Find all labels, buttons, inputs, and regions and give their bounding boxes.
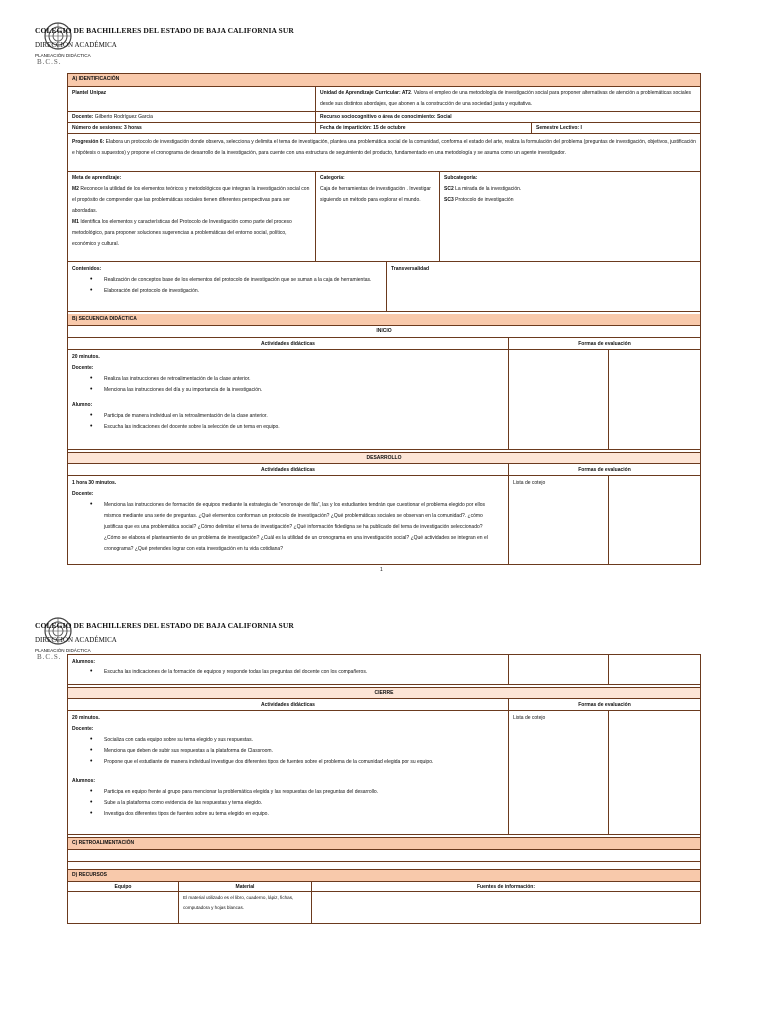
sesiones-cell: Número de sesiones: 3 horas <box>72 125 142 131</box>
categoria-cell <box>315 172 439 261</box>
desarrollo-alumnos-row <box>68 655 700 685</box>
list-item: • Escucha las indicaciones de la formación de equipos y responde todas las preguntas del docente con los compañeros. <box>90 668 368 675</box>
list-item: • Investiga dos diferentes tipos de fuentes sobre su tema elegido en equipo. <box>90 810 269 817</box>
desarrollo-time: 1 hora 30 minutos. <box>72 480 117 486</box>
meta-label: Meta de aprendizaje: <box>72 175 122 181</box>
unidad-label: Unidad de Aprendizaje Curricular: AT2 <box>320 90 411 96</box>
subcategoria-cell <box>439 172 700 261</box>
inicio-eval-1 <box>508 350 608 449</box>
cierre-docente-label: Docente: <box>72 726 94 732</box>
categoria-label: Categoría: <box>320 175 345 181</box>
section-recursos: D) RECURSOS <box>68 870 700 882</box>
formas-header: Formas de evaluación <box>508 464 700 475</box>
contenidos-cell <box>68 262 386 311</box>
college-name: COLEGIO DE BACHILLERES DEL ESTADO DE BAJA CALIFORNIA SUR <box>35 26 294 35</box>
row-docente <box>68 112 700 123</box>
subcategoria-label: Subcategoría: <box>444 175 478 181</box>
section-secuencia: B) SECUENCIA DIDÁCTICA <box>68 314 700 326</box>
formas-header: Formas de evaluación <box>508 338 700 349</box>
contenidos-label: Contenidos: <box>72 266 102 272</box>
actividades-header: Actividades didácticas <box>261 341 315 347</box>
inicio-alumno-label: Alumno: <box>72 402 93 408</box>
cierre-time: 20 minutos. <box>72 715 100 721</box>
recursos-body <box>68 892 700 923</box>
cierre-columns <box>68 699 700 711</box>
inicio-columns <box>68 338 700 350</box>
m2-label: M2 <box>72 186 79 192</box>
actividades-header: Actividades didácticas <box>261 702 315 708</box>
cierre-alumnos-label: Alumnos: <box>72 778 96 784</box>
m1-label: M1 <box>72 219 79 225</box>
sc3 <box>444 195 696 206</box>
list-item: • Propone que el estudiante de manera individual investigue dos diferentes tipos de fuentes sobre el problema de la comunidad elegida por su equipo. <box>90 758 434 765</box>
plantel-name: Plantel Unipaz <box>72 90 107 96</box>
cierre-eval-1 <box>508 711 608 834</box>
list-item: • Socializa con cada equipo sobre su tema elegido y sus respuestas. <box>90 736 253 743</box>
desarrollo-heading: DESARROLLO <box>68 452 700 464</box>
progresion-label: Progresión 6: <box>72 139 105 145</box>
recurso-cell: Recurso sociocognitivo o área de conocimiento: Social <box>315 112 700 122</box>
direction-name: DIRECCIÓN ACADÉMICA <box>35 636 117 644</box>
planning-label: PLANEACIÓN DIDÁCTICA <box>35 648 91 653</box>
seal-text: B.C.S. <box>37 58 62 66</box>
list-item: • Menciona que deben de subir sus respuestas a la plataforma de Classroom. <box>90 747 273 754</box>
fuentes-header: Fuentes de información: <box>311 882 700 891</box>
meta-m1 <box>72 217 311 250</box>
meta-m2 <box>72 184 311 217</box>
list-item: • Menciona las instrucciones de formación de equipos mediante la estrategia de “enoronaje de fila”, las y los estudiantes tendrán que cuestionar el problema elegido por ellos mismos mediante una serie de preguntas. ¿Qué elementos conforman un protocolo de investigación? ¿Qué problemáticas sociales se observan en la comunidad?. ¿cómo justificas que es una problemática social? ¿Cómo delimitar el tema de investigación? ¿Qué información fidedigna se ha publicado del tema de investigación seleccionado? ¿Cómo se elabora el planteamiento de un problema de investigación? ¿Cuál es la utilidad de un cronograma en una investigación social? ¿Qué actividades se integran en el cronograma? ¿Qué pretendes lograr con esta investigación en tu vida cotidiana? <box>90 501 488 552</box>
material-cell <box>178 892 311 923</box>
list-item: • Sube a la plataforma como evidencia de las respuestas y tema elegido. <box>90 799 263 806</box>
equipo-cell <box>68 892 178 923</box>
desarrollo-docente-label: Docente: <box>72 491 94 497</box>
material-header: Material <box>178 882 311 891</box>
unidad-text: . Valora el empleo de una metodología de investigación social para proponer alternativas de atención a problemáticas sociales desde sus distintos abordajes, que abonen a la construcción de una sociedad justa y equitativa. <box>320 90 692 107</box>
direction-name: DIRECCIÓN ACADÉMICA <box>35 41 117 49</box>
equipo-header: Equipo <box>114 884 132 890</box>
meta-cell <box>68 172 315 261</box>
row-sesiones <box>68 123 700 134</box>
material-text: El material utilizado es el libro, cuaderno, lápiz, fichas, computadora y hojas blancas. <box>183 895 294 910</box>
sequence-table-continued <box>67 654 701 924</box>
desarrollo-eval-2 <box>608 655 700 684</box>
seal-text: B.C.S. <box>37 653 62 661</box>
desarrollo-activities <box>68 476 508 564</box>
sc3-text: Protocolo de investigación <box>453 197 514 203</box>
sc3-label: SC3 <box>444 197 454 203</box>
fuentes-cell <box>311 892 700 923</box>
list-item: • Realiza las instrucciones de retroalimentación de la clase anterior. <box>90 375 251 382</box>
desarrollo-eval-1 <box>508 476 608 564</box>
page-number: 1 <box>380 567 383 573</box>
inicio-docente-label: Docente: <box>72 365 94 371</box>
contenido-item: • Realización de conceptos base de los elementos del protocolo de investigación que se suman a la caja de herramientas. <box>90 276 372 283</box>
unidad-aprendizaje <box>315 87 700 111</box>
list-item: • Participa en equipo frente al grupo para mencionar la problemática elegida y las respuestas de las preguntas del desarrollo. <box>90 788 379 795</box>
transversalidad-cell: Transversalidad <box>386 262 700 311</box>
sc2-text: La mirada de la investigación. <box>453 186 522 192</box>
college-name: COLEGIO DE BACHILLERES DEL ESTADO DE BAJA CALIFORNIA SUR <box>35 621 294 630</box>
docente-label: Docente: <box>72 114 94 120</box>
inicio-eval-2 <box>608 350 700 449</box>
page-2 <box>0 615 768 1024</box>
fecha-cell: Fecha de impartición: 15 de octubre <box>315 123 531 133</box>
cierre-heading: CIERRE <box>68 687 700 699</box>
desarrollo-eval-2 <box>608 476 700 564</box>
inicio-body <box>68 350 700 450</box>
section-identification: A) IDENTIFICACIÓN <box>68 74 700 87</box>
inicio-heading: INICIO <box>68 326 700 338</box>
semestre-cell: Semestre Lectivo: I <box>531 123 700 133</box>
sc2 <box>444 184 696 195</box>
alumnos-label: Alumnos: <box>72 659 96 665</box>
cierre-eval-2 <box>608 711 700 834</box>
retro-spacer <box>68 862 700 870</box>
recursos-columns <box>68 882 700 892</box>
list-item: • Menciona las instrucciones del día y su importancia de la investigación. <box>90 386 263 393</box>
progresion-cell <box>68 134 700 171</box>
formas-header: Formas de evaluación <box>508 699 700 710</box>
desarrollo-columns <box>68 464 700 476</box>
list-item: • Escucha las indicaciones del docente sobre la selección de un tema en equipo. <box>90 423 280 430</box>
progresion-text: Elabora un protocolo de investigación donde observa, selecciona y delimita el tema de investigación, plantea una problemática social de la comunidad, conforma el estado del arte, realiza la formulación del problema (preguntas de investigación, objetivos, justificación e hipótesis o supuestos) y propone el cronograma de desarrollo de la investigación, para cuente con una estructura de seguimiento del producto, fundamentado en una metodología y se asuma como un agente investigador. <box>72 139 696 156</box>
actividades-header: Actividades didácticas <box>261 467 315 473</box>
categoria-text: Caja de herramientas de investigación . Investigar siguiendo un método para explorar el mundo. <box>320 186 431 203</box>
desarrollo-eval-1 <box>508 655 608 684</box>
row-meta <box>68 172 700 262</box>
contenido-item: • Elaboración del protocolo de investigación. <box>90 287 200 294</box>
sc2-label: SC2 <box>444 186 454 192</box>
row-contenidos <box>68 262 700 312</box>
cierre-activities <box>68 711 508 834</box>
desarrollo-alumnos <box>68 655 508 684</box>
row-plantel <box>68 87 700 112</box>
m2-text: Reconoce la utilidad de los elementos teóricos y metodológicos que integran la investigación social con el propósito de comprender que las problemáticas sociales tienen diferentes perspectivas para ser abordadas. <box>72 186 310 214</box>
planning-label: PLANEACIÓN DIDÁCTICA <box>35 53 91 58</box>
inicio-activities <box>68 350 508 449</box>
row-progresion <box>68 134 700 172</box>
section-retroalimentacion: C) RETROALIMENTACIÓN <box>68 837 700 850</box>
desarrollo-body <box>68 476 700 564</box>
list-item: • Participa de manera individual en la retroalimentación de la clase anterior. <box>90 412 268 419</box>
cierre-body <box>68 711 700 835</box>
docente-cell <box>68 112 315 122</box>
identification-table <box>67 73 701 565</box>
m1-text: Identifica los elementos y características del Protocolo de Investigación como parte del proceso metodológico, para proponer soluciones sugerencias a problemáticas del entorno social, político, económico y cultural. <box>72 219 292 247</box>
lista-cotejo: Lista de cotejo <box>513 715 546 721</box>
inicio-time: 20 minutos. <box>72 354 100 360</box>
retro-body <box>68 850 700 862</box>
lista-cotejo: Lista de cotejo <box>513 480 546 486</box>
docente-name: Gilberto Rodríguez Garcia <box>93 114 153 120</box>
